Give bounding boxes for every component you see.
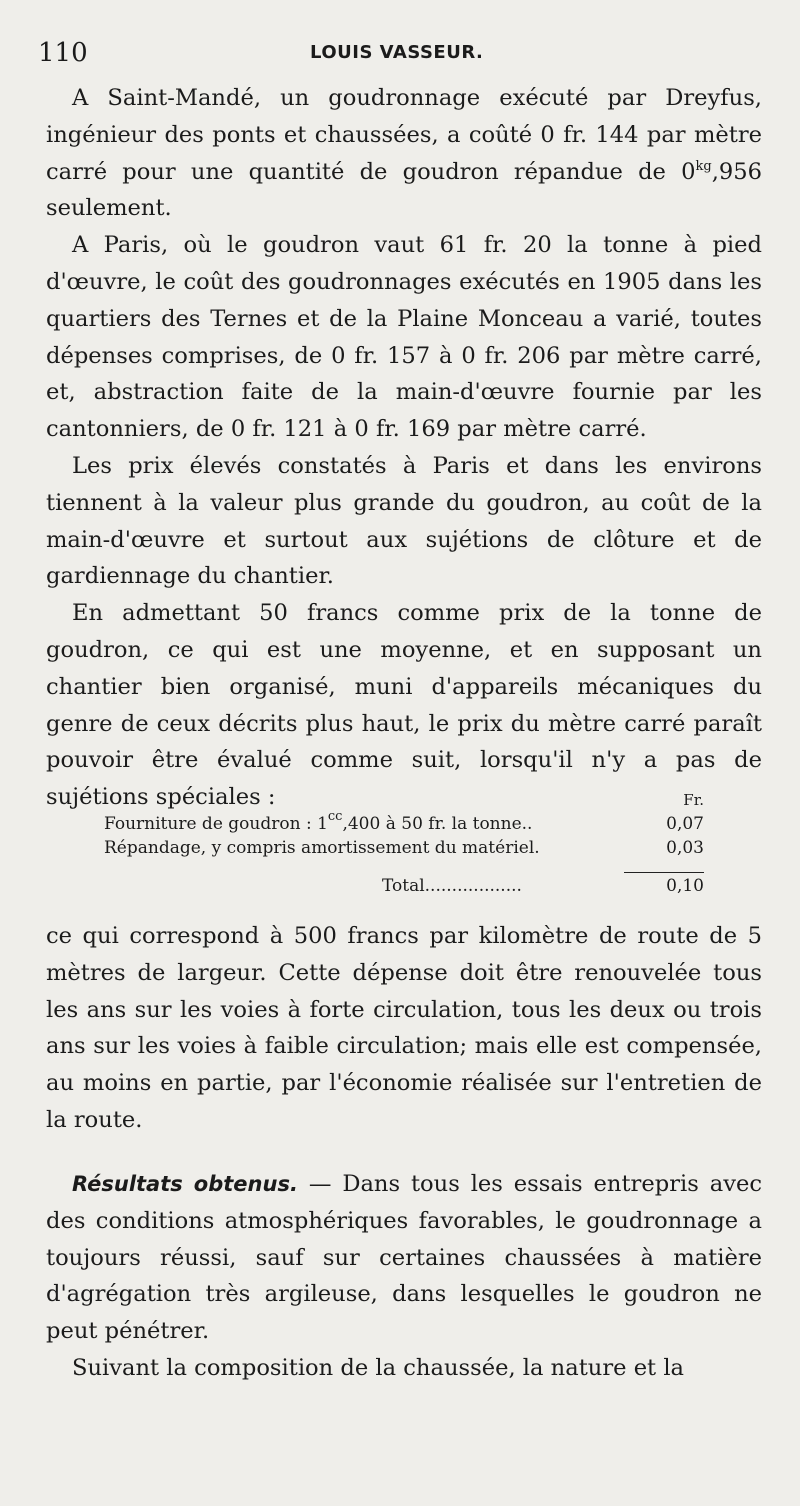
running-head: LOUIS VASSEUR. (310, 42, 484, 63)
kilogram-superscript: kg (695, 158, 712, 174)
body-text-middle (46, 918, 762, 1139)
total-rule (624, 872, 704, 873)
paragraph-prix-eleves: Les prix élevés constatés à Paris et dans les environs tiennent à la valeur plus grande du goudron, au coût de la main-d'œuvre et surtout aux sujétions de clôture et de gardiennage du chantier. (46, 452, 762, 590)
paragraph-saint-mande-end: ,956 seulement. (46, 158, 762, 222)
cost-total-value: 0,10 (666, 876, 704, 896)
paragraph-en-admettant: En admettant 50 francs comme prix de la tonne de goudron, ce qui est une moyenne, et en supposant un chantier bien organisé, muni d'appareils mécaniques du genre de ceux décrits plus haut, le prix du mètre carré paraît pouvoir être évalué comme suit, lorsqu'il n'y a pas de sujétions spéciales : (46, 600, 762, 811)
paragraph-saint-mande (46, 80, 762, 227)
cost-total-label: Total.................. (382, 876, 522, 896)
paragraph-ce-qui-correspond: ce qui correspond à 500 francs par kilomètre de route de 5 mètres de largeur. Cette dépense doit être renouvelée tous les ans sur les voies à forte circulation, tous les deux ou trois ans sur les voies à faible circulation; mais elle est compensée, au moins en partie, par l'économie réalisée sur l'entretien de la route. (46, 923, 762, 1133)
cost-row-fourniture (104, 809, 704, 836)
body-text-top (46, 80, 762, 816)
cost-table (104, 788, 704, 898)
cost-row-repandage (104, 836, 704, 860)
paragraph-resultats (46, 1166, 762, 1350)
paragraph-suivant: Suivant la composition de la chaussée, la nature et la (72, 1354, 685, 1381)
paragraph-paris: A Paris, où le goudron vaut 61 fr. 20 la tonne à pied d'œuvre, le coût des goudronnages exécutés en 1905 dans les quartiers des Ternes et de la Plaine Monceau a varié, toutes dépenses comprises, de 0 fr. 157 à 0 fr. 206 par mètre carré, et, abstraction faite de la main-d'œuvre fournie par les cantonniers, de 0 fr. 121 à 0 fr. 169 par mètre carré. (46, 232, 762, 443)
cost-unit-label: Fr. (683, 791, 704, 809)
cost-table-unit-row (104, 788, 704, 812)
paragraph-saint-mande-text: A Saint-Mandé, un goudronnage exécuté par Dreyfus, ingénieur des ponts et chaussées, a coûté 0 fr. 144 par mètre carré pour une quantité de goudron répandue de 0 (46, 85, 762, 185)
cost-row-repandage-value: 0,03 (666, 838, 704, 858)
cost-row-repandage-label: Répandage, y compris amortissement du matériel. (104, 838, 540, 858)
section-heading-resultats: Résultats obtenus. (72, 1172, 298, 1196)
paragraph-resultats-text: — Dans tous les essais entrepris avec des conditions atmosphériques favorables, le goudronnage a toujours réussi, sauf sur certaines chaussées à matière d'agrégation très argileuse, dans lesquelles le goudron ne peut pénétrer. (46, 1171, 762, 1345)
page-header (38, 38, 760, 72)
page-number: 110 (38, 38, 88, 68)
section-resultats (46, 1166, 762, 1387)
cc-superscript: cc (327, 809, 343, 824)
cost-row-total (104, 874, 704, 898)
cost-row-fourniture-value: 0,07 (666, 814, 704, 834)
cost-row-fourniture-text: Fourniture de goudron : 1 (104, 814, 328, 834)
cost-row-fourniture-label (104, 809, 533, 836)
cost-row-fourniture-text-end: ,400 à 50 fr. la tonne.. (342, 814, 533, 834)
